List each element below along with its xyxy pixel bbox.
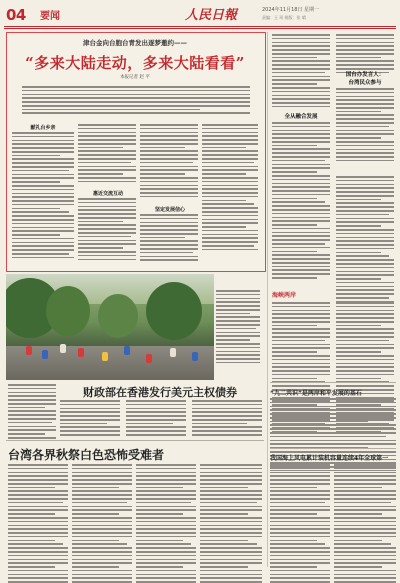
feature-column-1 (12, 132, 74, 258)
wind-article-text-2 (334, 464, 396, 583)
bonds-article-text-2 (126, 400, 186, 436)
feature-subhead-2: 惠近交流互动 (92, 191, 123, 197)
section-name: 要闻 (40, 11, 60, 22)
feature-column-2b (78, 198, 136, 260)
feature-subhead-1: 献礼台乡亲 (30, 125, 56, 131)
photo-rider (60, 344, 66, 353)
photo-road (6, 346, 214, 380)
page-header (0, 0, 400, 28)
right-divider (270, 382, 396, 383)
taiwan-article-text-1 (8, 464, 68, 583)
photo-rider (102, 352, 108, 361)
news-photo-cycling (6, 274, 214, 380)
photo-rider (146, 354, 152, 363)
right-subhead-1: 国台办发言人： (345, 72, 385, 78)
right-column-text-2 (336, 34, 394, 73)
photo-rider (42, 350, 48, 359)
feature-headline[interactable]: “多来大陆走动，多来大陆看看” (25, 54, 245, 72)
feature-lead-text (22, 86, 250, 114)
taiwan-article-text-4 (200, 464, 262, 583)
header-rule-secondary (4, 28, 396, 29)
right-divider (270, 448, 396, 449)
wind-article-text-1 (270, 464, 330, 583)
header-rule (4, 26, 396, 27)
photo-rider (78, 348, 84, 357)
left-article-text (8, 384, 56, 439)
column-divider (267, 32, 268, 567)
bonds-article-text-1 (60, 400, 120, 436)
issue-date: 2024年11月18日 星期一 (262, 7, 320, 13)
masthead-logo: 人民日報 (185, 8, 238, 23)
article-headline-wind-power[interactable]: 我国海上风电累计装机容量连续4年全球第一 (270, 455, 389, 462)
article-headline-consensus[interactable]: “九二共识”是两岸和平发展的基石 (270, 390, 362, 397)
right-subhead-3: 全从融合发展 (284, 114, 318, 120)
right-section-tag: 海峡两岸 (272, 292, 297, 299)
right-column-text-5 (336, 176, 394, 302)
article-headline-taiwan[interactable]: 台湾各界秋祭白色恐怖受难者 (8, 448, 165, 462)
right-column-text-1 (272, 34, 330, 107)
taiwan-article-text-2 (72, 464, 132, 583)
feature-kicker: 津台金向台胞台青发出逐梦邀约—— (83, 39, 187, 47)
page-number: 04 (6, 6, 26, 24)
photo-tree (146, 282, 202, 340)
bonds-article-text-3 (192, 400, 262, 436)
feature-subhead-3: 坚定发展信心 (154, 207, 185, 213)
article-headline-bonds[interactable]: 财政部在香港发行美元主权债券 (83, 386, 237, 399)
feature-column-3b (140, 214, 198, 261)
photo-tree (46, 286, 90, 336)
section-divider (6, 440, 264, 441)
right-subhead-2: 台湾民众参与 (348, 80, 382, 86)
feature-column-3 (140, 124, 198, 197)
right-column-text-4 (272, 122, 330, 279)
photo-rider (124, 346, 130, 355)
right-column-text-3 (336, 88, 394, 161)
photo-tree (98, 294, 138, 338)
feature-column-2 (78, 124, 136, 182)
photo-caption-text (216, 290, 260, 363)
feature-column-4 (202, 124, 258, 250)
photo-rider (26, 346, 32, 355)
photo-rider (170, 348, 176, 357)
editor-credit: 责编：王 珂 排版：张 晴 (262, 15, 306, 20)
taiwan-article-text-3 (136, 464, 196, 583)
feature-byline: 本报记者 赵 平 (120, 75, 150, 80)
photo-rider (192, 352, 198, 361)
